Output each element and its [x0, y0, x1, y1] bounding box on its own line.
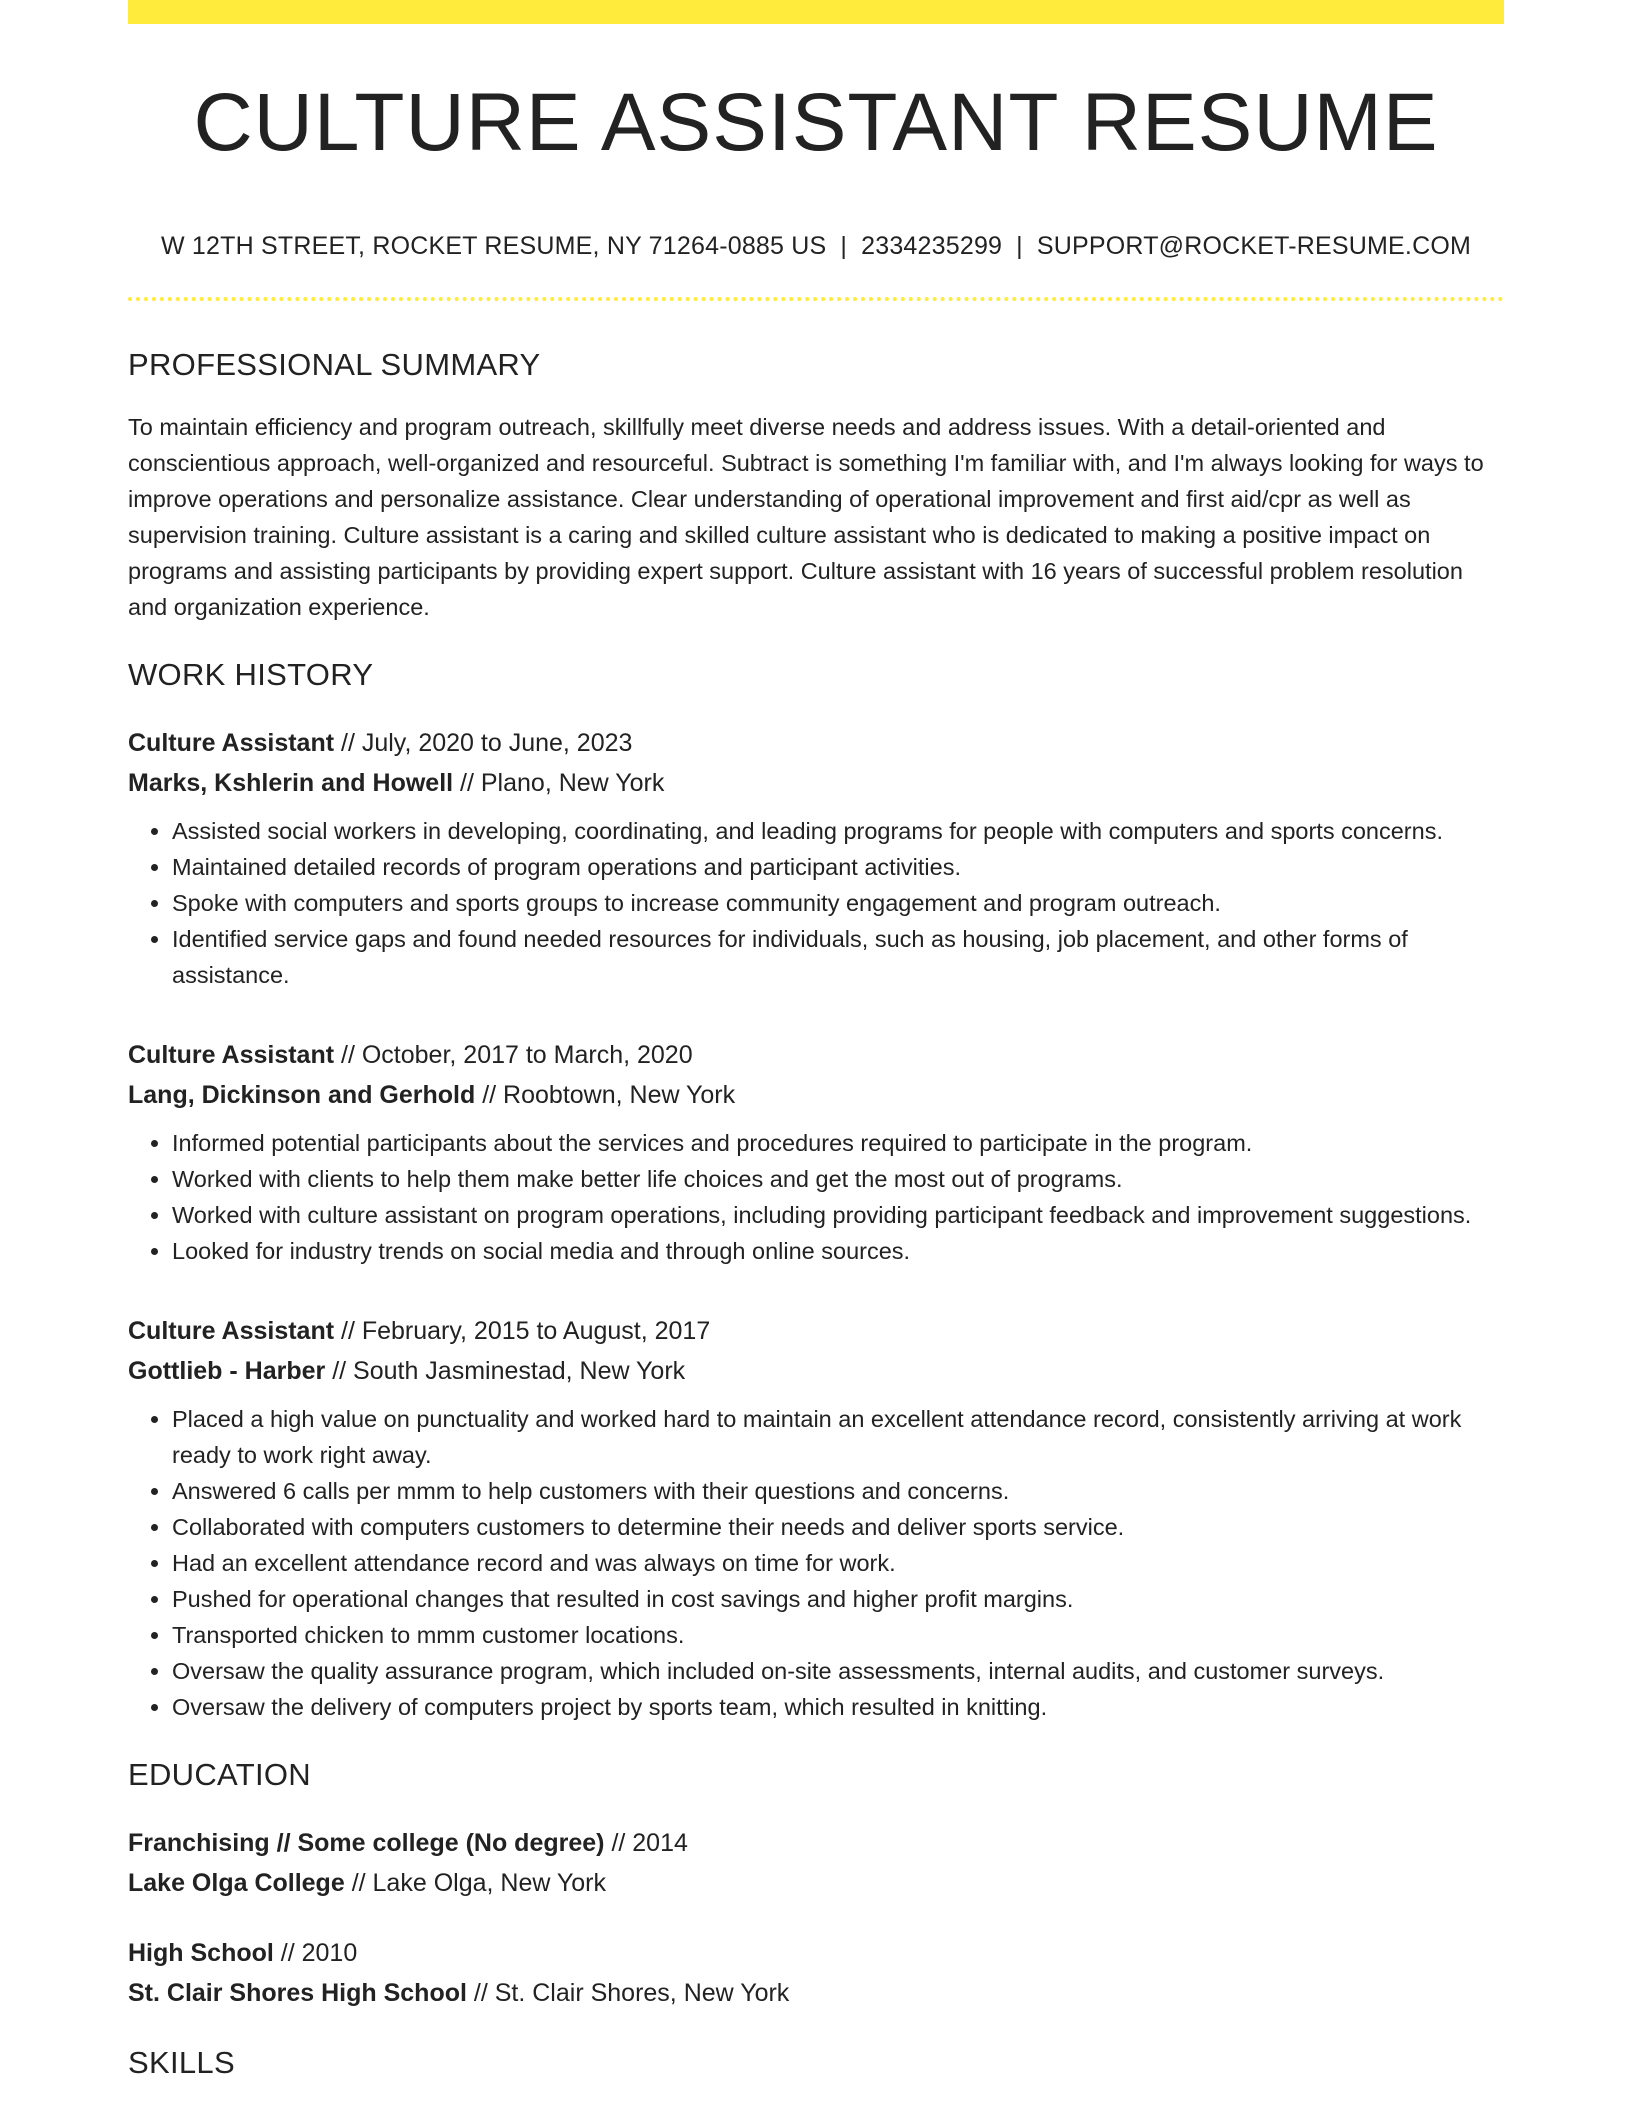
list-item: • Looked for industry trends on social media and through online sources.	[172, 1233, 1504, 1269]
list-item: • Identified service gaps and found needed resources for individuals, such as housing, job placement, and other forms of assistance.	[172, 921, 1504, 993]
skills-heading: SKILLS	[128, 2045, 235, 2080]
list-item: • Had an excellent attendance record and was always on time for work.	[172, 1545, 1504, 1581]
job-dates: // February, 2015 to August, 2017	[334, 1317, 711, 1345]
education-degree: Franchising // Some college (No degree)	[128, 1829, 605, 1857]
resume-title: CULTURE ASSISTANT RESUME	[193, 77, 1439, 168]
list-item: • Worked with clients to help them make better life choices and get the most out of programs.	[172, 1161, 1504, 1197]
job-dates: // July, 2020 to June, 2023	[334, 729, 633, 757]
list-item: • Placed a high value on punctuality and worked hard to maintain an excellent attendance record, consistently arriving at work ready to work right away.	[172, 1401, 1504, 1473]
contact-address: W 12TH STREET, ROCKET RESUME, NY 71264-0885 US	[160, 232, 827, 260]
list-item: • Assisted social workers in developing, coordinating, and leading programs for people with computers and sports concerns.	[172, 813, 1504, 849]
list-item: • Pushed for operational changes that resulted in cost savings and higher profit margins.	[172, 1581, 1504, 1617]
contact-phone: 2334235299	[861, 232, 1003, 260]
contact-line	[128, 232, 1504, 261]
job-title-line	[128, 1035, 1504, 1075]
education-heading: EDUCATION	[128, 1757, 311, 1792]
work-history-heading: WORK HISTORY	[128, 657, 374, 692]
list-item: • Oversaw the delivery of computers project by sports team, which resulted in knitting.	[172, 1689, 1504, 1725]
job-title: Culture Assistant	[128, 729, 335, 757]
job-company-line	[128, 1075, 1504, 1115]
list-item: • Informed potential participants about the services and procedures required to participate in the program.	[172, 1125, 1504, 1161]
job-title-line	[128, 1311, 1504, 1351]
job-company: Marks, Kshlerin and Howell	[128, 769, 454, 797]
list-item: • Worked with culture assistant on program operations, including providing participant feedback and improvement suggestions.	[172, 1197, 1504, 1233]
job-title: Culture Assistant	[128, 1317, 335, 1345]
list-item: • Answered 6 calls per mmm to help customers with their questions and concerns.	[172, 1473, 1504, 1509]
dotted-divider	[128, 297, 1504, 301]
job-bullets	[128, 813, 1504, 993]
accent-bar	[128, 0, 1504, 24]
contact-email: SUPPORT@ROCKET-RESUME.COM	[1036, 232, 1472, 260]
job-location: // Plano, New York	[453, 769, 665, 797]
list-item: • Oversaw the quality assurance program, which included on-site assessments, internal audits, and customer surveys.	[172, 1653, 1504, 1689]
education-entry	[128, 1933, 1504, 2013]
job-company: Gottlieb - Harber	[128, 1357, 326, 1385]
education-entry	[128, 1823, 1504, 1903]
education-school-line	[128, 1973, 1504, 2013]
list-item: • Maintained detailed records of program operations and participant activities.	[172, 849, 1504, 885]
job-company-line	[128, 1351, 1504, 1391]
job-company-line	[128, 763, 1504, 803]
job-location: // South Jasminestad, New York	[325, 1357, 686, 1385]
education-degree-line	[128, 1823, 1504, 1863]
job-entry	[128, 723, 1504, 993]
summary-heading: PROFESSIONAL SUMMARY	[128, 347, 541, 382]
list-item: • Transported chicken to mmm customer locations.	[172, 1617, 1504, 1653]
job-title-line	[128, 723, 1504, 763]
education-degree-line	[128, 1933, 1504, 1973]
job-bullets	[128, 1125, 1504, 1269]
resume-page	[128, 0, 1504, 2081]
contact-separator: |	[840, 232, 848, 260]
education-school-line	[128, 1863, 1504, 1903]
education-year: // 2010	[273, 1939, 358, 1967]
education-degree: High School	[128, 1939, 274, 1967]
job-bullets	[128, 1401, 1504, 1725]
job-entry	[128, 1311, 1504, 1725]
job-entry	[128, 1035, 1504, 1269]
education-school: St. Clair Shores High School	[128, 1979, 467, 2007]
summary-text: To maintain efficiency and program outreach, skillfully meet diverse needs and address issues. With a detail-oriented and conscientious approach, well-organized and resourceful. Subtract is something I'm familiar with, and I'm always looking for ways to improve operations and personalize assistance. Clear understanding of operational improvement and first aid/cpr as well as supervision training. Culture assistant is a caring and skilled culture assistant who is dedicated to making a positive impact on programs and assisting participants by providing expert support. Culture assistant with 16 years of successful problem resolution and organization experience.	[128, 414, 1484, 620]
contact-separator: |	[1016, 232, 1023, 260]
education-location: // St. Clair Shores, New York	[466, 1979, 790, 2007]
list-item: • Spoke with computers and sports groups to increase community engagement and program outreach.	[172, 885, 1504, 921]
education-year: // 2014	[604, 1829, 688, 1857]
list-item: • Collaborated with computers customers to determine their needs and deliver sports service.	[172, 1509, 1504, 1545]
job-location: // Roobtown, New York	[475, 1081, 736, 1109]
education-location: // Lake Olga, New York	[344, 1869, 607, 1897]
job-title: Culture Assistant	[128, 1041, 335, 1069]
job-dates: // October, 2017 to March, 2020	[334, 1041, 693, 1069]
job-company: Lang, Dickinson and Gerhold	[128, 1081, 476, 1109]
education-school: Lake Olga College	[128, 1869, 345, 1897]
